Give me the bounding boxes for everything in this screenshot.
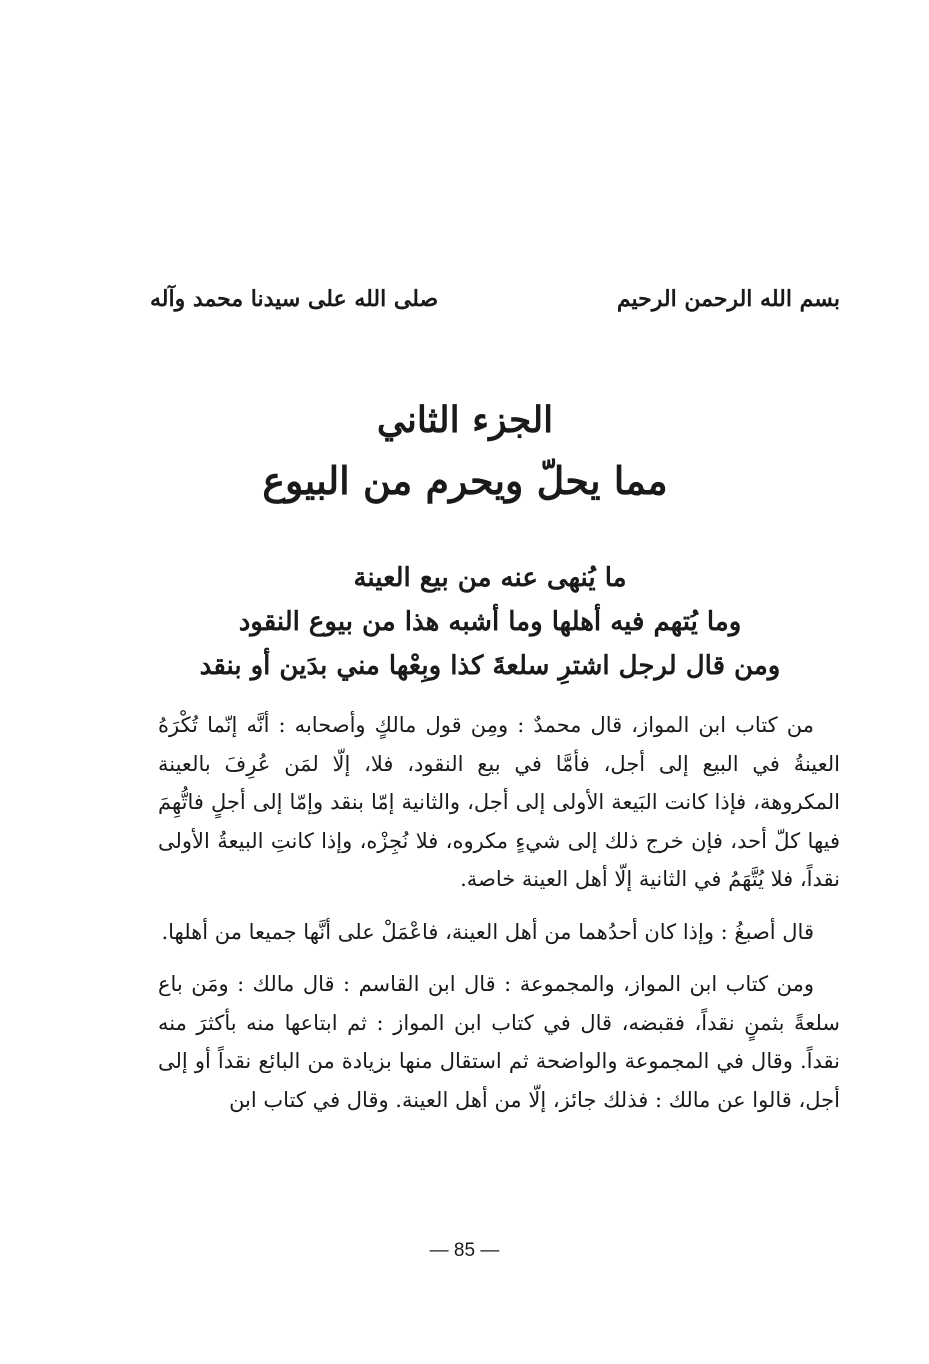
part-subtitle: مما يحلّ ويحرم من البيوع xyxy=(262,458,668,503)
chapter-line-2: وما يُتهم فيه أهلها وما أشبه هذا من بيوع النقود xyxy=(238,607,742,637)
chapter-line-1: ما يُنهى عنه من بيع العينة xyxy=(353,563,627,593)
paragraph-3: ومن كتاب ابن المواز، والمجموعة : قال ابن القاسم : قال مالك : ومَن باع سلعةً بثمنٍ نقداً، فقبضه، قال في كتاب ابن المواز : ثم ابتاعها منه بأكثرَ منه نقداً. وقال في المجموعة والواضحة ثم استقال منها بزيادة من البائع نقداً أو إلى أجل، قالوا عن مالك : فذلك جائز، إلّا من أهل العينة. وقال في كتاب ابن xyxy=(158,972,840,1112)
basmala: بسم الله الرحمن الرحيم xyxy=(616,286,840,312)
body-text xyxy=(158,706,840,1119)
part-title: الجزء الثاني xyxy=(376,399,554,441)
header-row xyxy=(150,282,840,316)
chapter-line-3: ومن قال لرجل اشترِ سلعةَ كذا وبِعْها مني بدَين أو بنقد xyxy=(199,651,781,681)
part-title-block xyxy=(120,390,810,512)
paragraph-1: من كتاب ابن المواز، قال محمدٌ : ومِن قول مالكٍ وأصحابه : أنَّه إنّما تُكْرَهُ العينةُ في البيع إلى أجل، فأمَّا في بيع النقود، فلا، إلّا لمَن عُرِفَ بالعينة المكروهة، فإذا كانت البَيعة الأولى إلى أجل، والثانية إمّا بنقد وإمّا إلى أجلٍ فاتُّهِمَ فيها كلّ أحد، فإن خرج ذلك إلى شيءٍ مكروه، فلا نُجِزْه، وإذا كانتِ البيعةُ الأولى نقداً، فلا يُتَّهَمُ في الثانية إلّا أهل العينة خاصة. xyxy=(158,713,840,891)
paragraph-2: قال أصبغُ : وإذا كان أحدُهما من أهل العينة، فاعْمَلْ على أنَّها جميعا من أهلها. xyxy=(161,919,814,944)
salat-line: صلى الله على سيدنا محمد وآله xyxy=(150,286,439,312)
page-number: — 85 — xyxy=(429,1240,500,1261)
chapter-heading xyxy=(150,556,830,688)
